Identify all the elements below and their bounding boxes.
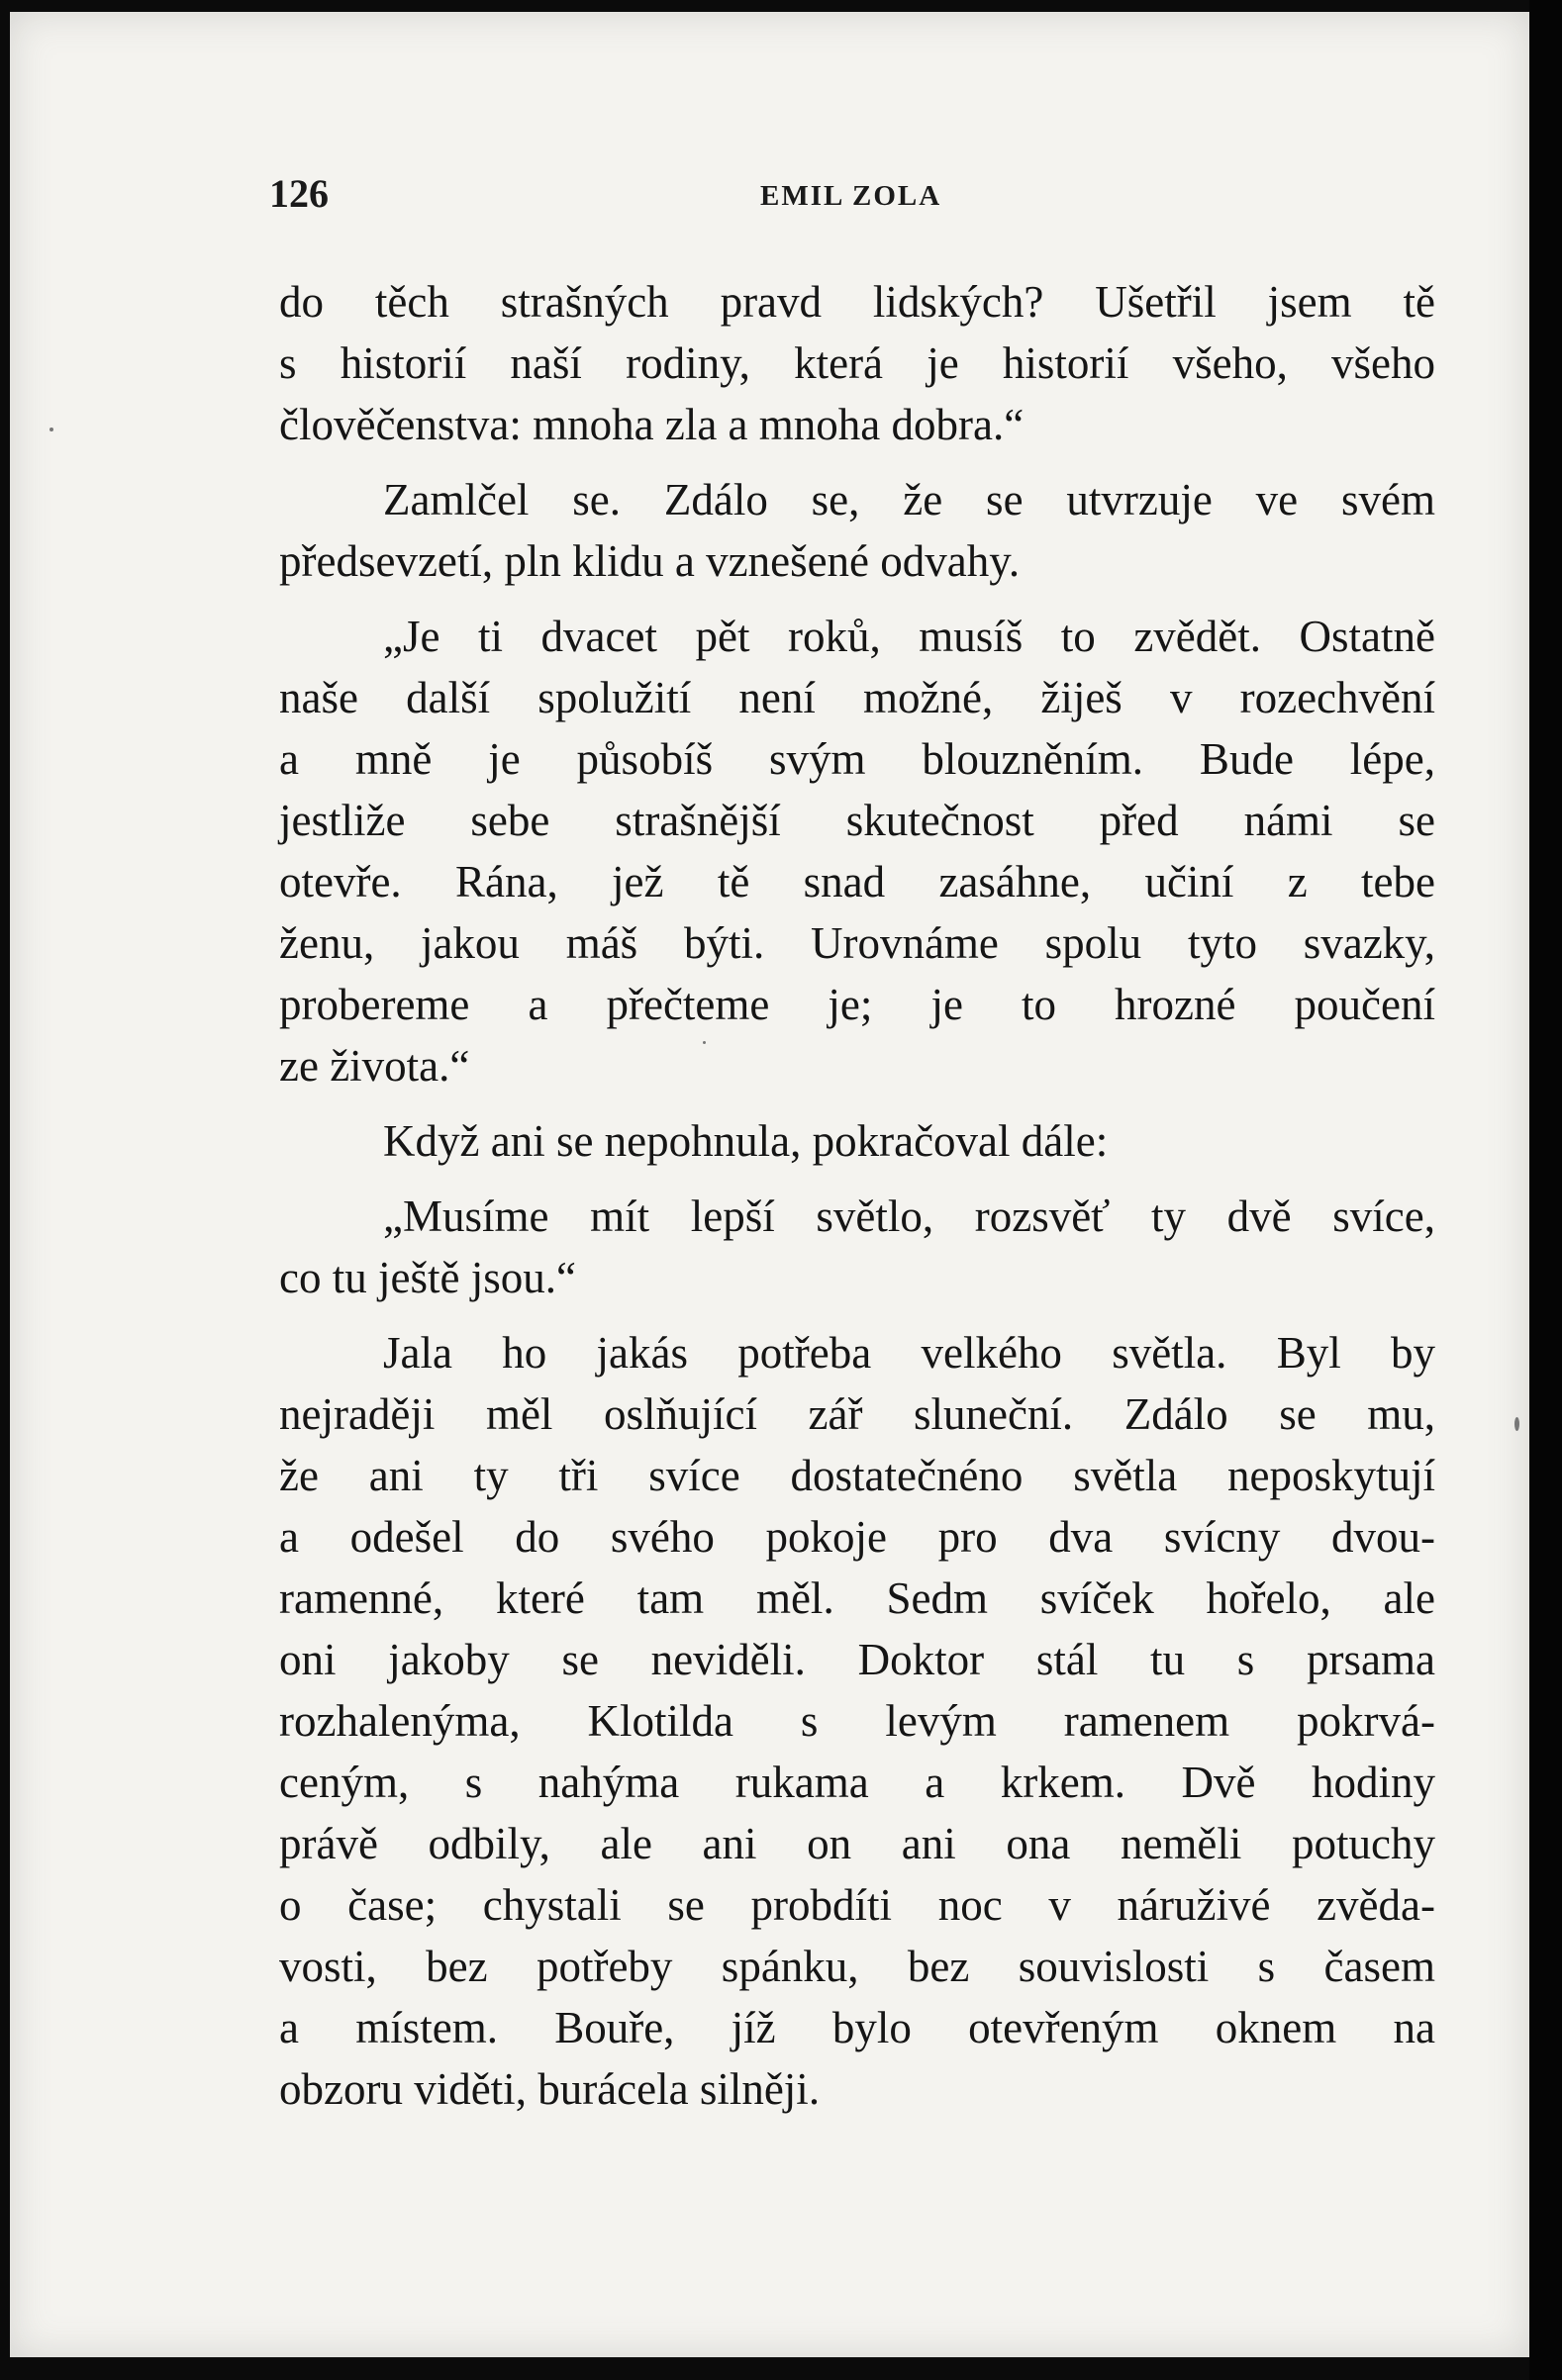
text-line: ramenné, které tam měl. Sedm svíček hořelo, ale bbox=[279, 1573, 1435, 1623]
text-line: oni jakoby se neviděli. Doktor stál tu s prsama bbox=[279, 1635, 1435, 1684]
scan-speck bbox=[1514, 1417, 1519, 1431]
text-line: Jala ho jakás potřeba velkého světla. Byl by bbox=[383, 1328, 1435, 1378]
scan-speck bbox=[49, 428, 53, 431]
text-line: a místem. Bouře, jíž bylo otevřeným oknem na bbox=[279, 2003, 1435, 2052]
text-line: „Je ti dvacet pět roků, musíš to zvědět. Ostatně bbox=[383, 612, 1435, 661]
book-page bbox=[10, 12, 1529, 2357]
paragraph-gap bbox=[279, 455, 1435, 469]
text-line: nejraději měl oslňující zář sluneční. Zdálo se mu, bbox=[279, 1389, 1435, 1439]
text-line: a odešel do svého pokoje pro dva svícny dvou- bbox=[279, 1512, 1435, 1562]
paragraph bbox=[279, 1110, 1435, 1172]
text-line: Když ani se nepohnula, pokračoval dále: bbox=[383, 1116, 1109, 1166]
text-line: vosti, bez potřeby spánku, bez souvislosti s časem bbox=[279, 1942, 1435, 1991]
scan-edge bbox=[1529, 0, 1562, 2380]
text-line: rozhalenýma, Klotilda s levým ramenem pokrvá- bbox=[279, 1696, 1435, 1746]
running-head: EMIL ZOLA bbox=[760, 180, 942, 212]
text-line: ceným, s nahýma rukama a krkem. Dvě hodiny bbox=[279, 1758, 1435, 1807]
paragraph bbox=[279, 1186, 1435, 1308]
text-line: člověčenstva: mnoha zla a mnoha dobra.“ bbox=[279, 400, 1025, 449]
text-line: obzoru viděti, burácela silněji. bbox=[279, 2064, 821, 2114]
body-text bbox=[279, 271, 1435, 2120]
text-line: jestliže sebe strašnější skutečnost před námi se bbox=[279, 796, 1435, 845]
text-line: co tu ještě jsou.“ bbox=[279, 1253, 576, 1302]
page-header bbox=[10, 170, 1529, 220]
text-line: probereme a přečteme je; je to hrozné poučení bbox=[279, 980, 1435, 1029]
page-number: 126 bbox=[269, 171, 329, 216]
text-line: a mně je působíš svým blouzněním. Bude lépe, bbox=[279, 734, 1435, 784]
text-line: naše další spolužití není možné, žiješ v rozechvění bbox=[279, 673, 1435, 722]
paragraph-gap bbox=[279, 1308, 1435, 1322]
text-line: předsevzetí, pln klidu a vznešené odvahy. bbox=[279, 536, 1021, 586]
text-line: Zamlčel se. Zdálo se, že se utvrzuje ve svém bbox=[383, 475, 1435, 524]
paragraph bbox=[279, 606, 1435, 1096]
paragraph-gap bbox=[279, 592, 1435, 606]
paragraph bbox=[279, 271, 1435, 455]
text-line: do těch strašných pravd lidských? Ušetřil jsem tě bbox=[279, 277, 1435, 327]
paragraph bbox=[279, 469, 1435, 592]
text-line: o čase; chystali se probdíti noc v náruživé zvěda- bbox=[279, 1880, 1435, 1930]
text-line: ze života.“ bbox=[279, 1041, 470, 1091]
text-line: právě odbily, ale ani on ani ona neměli potuchy bbox=[279, 1819, 1435, 1868]
text-line: s historií naší rodiny, která je historií všeho, všeho bbox=[279, 338, 1435, 388]
paragraph-gap bbox=[279, 1172, 1435, 1186]
text-line: „Musíme mít lepší světlo, rozsvěť ty dvě svíce, bbox=[383, 1191, 1435, 1241]
text-line: otevře. Rána, jež tě snad zasáhne, učiní z tebe bbox=[279, 857, 1435, 906]
text-line: ženu, jakou máš býti. Urovnáme spolu tyto svazky, bbox=[279, 918, 1435, 968]
scan-speck bbox=[703, 1041, 706, 1044]
text-line: že ani ty tři svíce dostatečnéno světla neposkytují bbox=[279, 1451, 1435, 1500]
paragraph bbox=[279, 1322, 1435, 2120]
paragraph-gap bbox=[279, 1096, 1435, 1110]
